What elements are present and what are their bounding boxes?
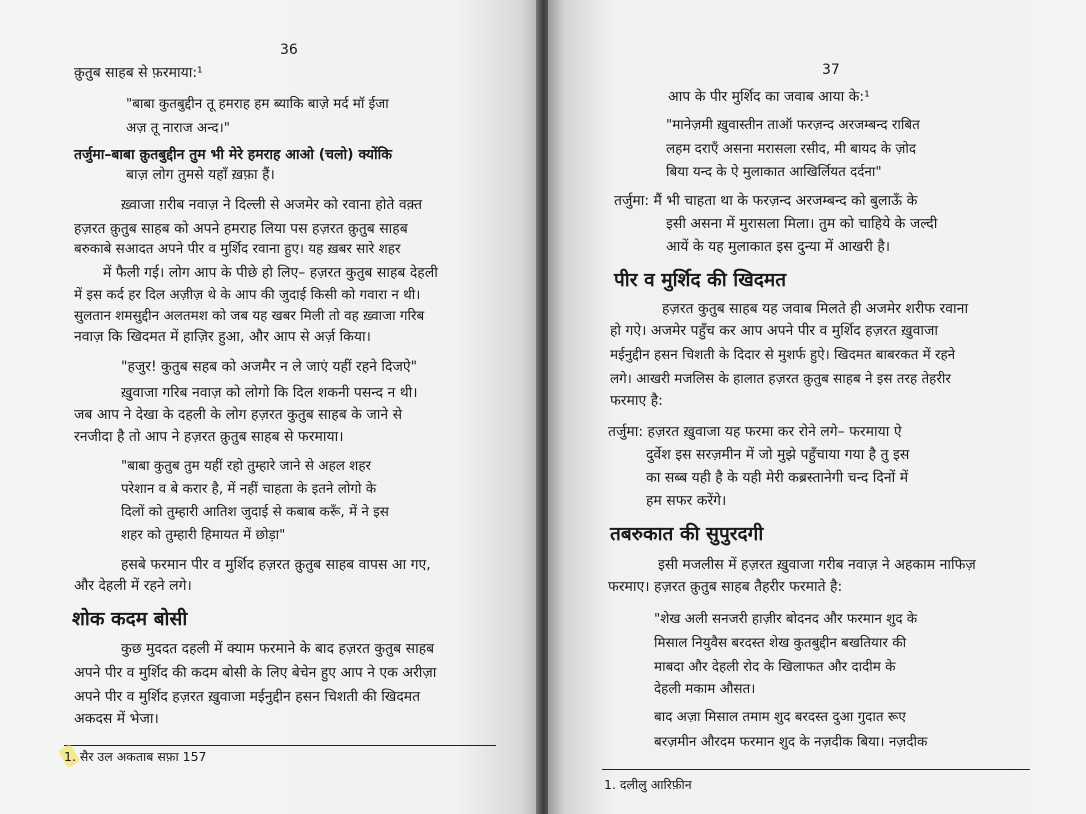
text-line: कुछ मुददत दहली में क्याम फरमाने के बाद हज़रत कुतुब साहब (121, 641, 435, 657)
text-line: फरमाए। हज़रत क़ुतुब साहब तैहरीर फरमाते है: (608, 579, 843, 595)
text-line: बिया यन्द के ऐ मुलाकात आखिर्लियत दर्दना" (666, 164, 882, 180)
text-line: में इस कर्द हर दिल अज़ीज़ थे के आप की जुदाई किसी को गवारा न थी। (74, 287, 421, 303)
text-line: "शेख अली सनजरी हाज़ीर बोदनद और फरमान शुद के (654, 611, 918, 627)
text-line: लहम दराएँ असना मरासला रसीद, मी बायद के ज़ोद (666, 141, 917, 157)
text-line: हज़रत कुतुब साहब यह जवाब मिलते ही अजमेर शरीफ रवाना (662, 301, 969, 317)
footnote: 1. सैर उल अकताब सफ़ा 157 (64, 749, 207, 764)
text-line: अपने पीर व मुर्शिद हज़रत ख़ुवाजा मईनुद्दीन हसन चिशती की खिदमत (74, 689, 421, 705)
right-page (548, 0, 1086, 814)
text-line: लगे। आखरी मजलिस के हालात हज़रत क़ुतुब साहब ने इस तरह तेहरीर (610, 371, 951, 387)
text-line: तर्जुमा: मैं भी चाहता था के फरज़न्द अरजम्बन्द को बुलाऊँ के (614, 193, 918, 209)
footnote-divider (602, 769, 1030, 770)
text-line: दिलों को तुम्हारी आतिश जुदाई से कबाब करूँ, में ने इस (121, 504, 389, 520)
text-line: में फैली गई। लोग आप के पीछे हो लिए– हज़रत कुतुब साहब देहली (103, 265, 438, 281)
text-line: बाज़ लोग तुमसे यहाँ ख़फ़ा हैं। (126, 167, 275, 183)
text-line: बरज़मीन औरदम फरमान शुद के नज़दीक बिया। नज़दीक (654, 734, 928, 750)
text-line: सुलतान शमसुद्दीन अलतमश को जब यह खबर मिली तो वह ख़्वाजा गरिब (74, 308, 425, 324)
text-line: मईनुद्दीन हसन चिशती के दिदार से मुशर्फ हुऐ। खिदमत बाबरकत में रहने (610, 347, 956, 363)
text-line: का सब्ब यही है के यही मेरी कब्रस्तानेगी चन्द दिनों में (646, 470, 909, 486)
text-line: और देहली में रहने लगे। (74, 578, 192, 594)
footnote: 1. दलीलु आरिफ़ीन (604, 777, 692, 792)
text-line: तर्जुमा–बाबा क़ुतबुद्दीन तुम भी मेरे हमराह आओ (चलो) क्योंकि (74, 147, 393, 163)
text-line: "बाबा कुतुब तुम यहीं रहो तुम्हारे जाने से अहल शहर (121, 458, 372, 474)
section-heading: पीर व मुर्शिद की खिदमत (614, 269, 787, 291)
page-number: 37 (822, 62, 840, 78)
text-line: हज़रत क़ुतुब साहब को अपने हमराह लिया पस हज़रत क़ुतुब साहब (74, 221, 408, 237)
text-line: परेशान व बे करार है, में नहीं चाहता के इतने लोगो के (121, 481, 377, 497)
text-line: माबदा और देहली रोद के खिलाफत और दादीम के (654, 659, 896, 675)
text-line: ख़ुवाजा गरिब नवाज़ को लोगो कि दिल शकनी पसन्द न थी। (121, 385, 418, 401)
text-line: अपने पीर व मुर्शिद की कदम बोसी के लिए बेचेन हुए आप ने एक अरीज़ा (74, 665, 437, 681)
text-line: हसबे फरमान पीर व मुर्शिद हज़रत क़ुतुब साहब वापस आ गए, (121, 557, 431, 573)
text-line: "बाबा कुतबुद्दीन तू हमराह हम ब्याकि बाज़े मर्द मॉ ईजा (126, 96, 389, 112)
text-line: "मानेज़मी ख़ुवास्तीन ताऑ फरज़न्द अरजम्बन्द राबित (666, 117, 920, 133)
text-line: "हजुर! कुतुब सहब को अजमैर न ले जाएं यहीं रहने दिजऐ" (121, 359, 418, 375)
text-line: आयें के यह मुलाकात इस दुन्या में आखरी है। (666, 239, 891, 255)
section-heading: तबरुकात की सुपुरदगी (610, 523, 764, 545)
text-line: दुर्वेश इस सरज़मीन में जो मुझे पहुँचाया गया है तु इस (646, 447, 910, 463)
text-line: रनजीदा है तो आप ने हज़रत क़ुतुब साहब से फरमाया। (74, 429, 344, 445)
text-line: ख़्वाजा ग़रीब नवाज़ ने दिल्ली से अजमेर को रवाना होते वक़्त (121, 197, 423, 213)
text-line: बरुकाबे सआदत अपने पीर व मुर्शिद रवाना हुए। यह ख़बर सारे शहर (74, 241, 401, 257)
text-line: अज़ तू नाराज अन्द।" (126, 120, 230, 136)
text-line: आप के पीर मुर्शिद का जवाब आया के:¹ (668, 89, 870, 105)
text-line: बाद अज़ा मिसाल तमाम शुद बरदस्त दुआ गुदात रूए (654, 709, 906, 725)
text-line: देहली मकाम औसत। (654, 681, 756, 697)
text-line: अकदस में भेजा। (74, 711, 159, 727)
text-line: मिसाल नियुवैस बरदस्त शेख कुतबुद्दीन बखतियार की (654, 635, 907, 651)
text-line: शहर को तुम्हारी हिमायत में छोड़ा" (121, 527, 286, 543)
text-line: इसी मजलीस में हज़रत ख़ुवाजा गरीब नवाज़ ने अहकाम नाफिज़ (658, 557, 976, 573)
section-heading: शोक कदम बोसी (72, 608, 188, 630)
footnote-divider (64, 745, 496, 746)
page-number: 36 (280, 42, 298, 58)
text-line: इसी असना में मुरासला मिला। तुम को चाहिये के जल्दी (666, 216, 938, 232)
text-line: हो गऐ। अजमेर पहुँच कर आप अपने पीर व मुर्शिद हज़रत ख़ुवाजा (610, 323, 938, 339)
text-line: जब आप ने देखा के दहली के लोग हज़रत कुतुब साहब के जाने से (74, 407, 403, 423)
text-line: तर्जुमा: हज़रत ख़ुवाजा यह फरमा कर रोने लगे– फरमाया ऐ (608, 424, 902, 440)
text-line: नवाज़ कि खिदमत में हाज़िर हुआ, और आप से अर्ज़ किया। (74, 329, 371, 345)
left-page (0, 0, 538, 814)
text-line: क़ुतुब साहब से फ़रमाया:¹ (74, 65, 203, 81)
text-line: हम सफर करेंगे। (646, 493, 727, 509)
text-line: फरमाए है: (610, 393, 663, 409)
